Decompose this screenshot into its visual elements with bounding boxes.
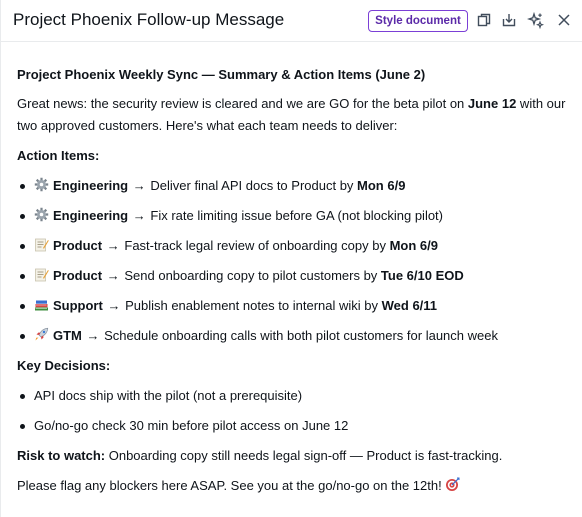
- copy-icon[interactable]: [476, 12, 492, 28]
- team-name: Product: [53, 238, 103, 253]
- arrow: →: [132, 208, 146, 223]
- gear-emoji-icon: [34, 177, 49, 192]
- arrow: →: [106, 238, 120, 253]
- risk-label: Risk to watch:: [17, 448, 106, 463]
- due-date: Wed 6/11: [381, 298, 438, 313]
- arrow: →: [106, 268, 120, 283]
- due-date: Mon 6/9: [357, 178, 406, 193]
- message-body: [17, 64, 567, 497]
- books-emoji-icon: [34, 297, 49, 312]
- task-text: Schedule onboarding calls with both pilot customers for launch week: [104, 328, 498, 343]
- closing-paragraph: [17, 475, 567, 497]
- arrow: →: [86, 328, 100, 343]
- team-name: Engineering: [53, 178, 129, 193]
- target-emoji-icon: [445, 477, 460, 492]
- team-name: GTM: [53, 328, 82, 343]
- due-date: Tue 6/10 EOD: [380, 268, 464, 283]
- memo-emoji-icon: [34, 267, 49, 282]
- action-item: [17, 175, 567, 197]
- risk-text: Onboarding copy still needs legal sign-off — Product is fast-tracking.: [105, 448, 503, 463]
- rocket-emoji-icon: [34, 327, 49, 342]
- action-item: [17, 295, 567, 317]
- gear-emoji-icon: [34, 207, 49, 222]
- team-name: Product: [53, 268, 103, 283]
- task-text: Send onboarding copy to pilot customers by: [124, 268, 381, 283]
- summary-heading: Project Phoenix Weekly Sync — Summary & Action Items (June 2): [17, 67, 426, 82]
- close-icon[interactable]: [556, 12, 572, 28]
- due-date: Mon 6/9: [389, 238, 438, 253]
- intro-text: Great news: the security review is cleared and we are GO for the beta pilot on: [17, 96, 468, 111]
- closing-text: Please flag any blockers here ASAP. See you at the go/no-go on the 12th!: [17, 478, 446, 493]
- action-item: [17, 265, 567, 287]
- action-item: [17, 235, 567, 257]
- arrow: →: [132, 178, 146, 193]
- team-name: Support: [53, 298, 103, 313]
- memo-emoji-icon: [34, 237, 49, 252]
- panel-title: Project Phoenix Follow-up Message: [13, 10, 285, 29]
- action-items-list: [17, 175, 567, 347]
- style-document-button[interactable]: Style document: [368, 10, 468, 32]
- decision-item: Go/no-go check 30 min before pilot access on June 12: [17, 415, 567, 437]
- action-item: [17, 325, 567, 347]
- task-text: Fix rate limiting issue before GA (not blocking pilot): [150, 208, 444, 223]
- task-text: Publish enablement notes to internal wiki by: [125, 298, 382, 313]
- task-text: Fast-track legal review of onboarding copy by: [124, 238, 390, 253]
- ai-sparkle-icon[interactable]: [527, 12, 543, 28]
- pilot-date: June 12: [467, 96, 517, 111]
- panel-header: [1, 0, 582, 42]
- intro-paragraph: [17, 93, 567, 137]
- decision-item: API docs ship with the pilot (not a prerequisite): [17, 385, 567, 407]
- intro-text-end: with our two approved customers. Here's what each team needs to deliver:: [17, 96, 566, 133]
- download-icon[interactable]: [501, 12, 517, 28]
- action-item: [17, 205, 567, 227]
- action-items-heading: Action Items:: [17, 148, 100, 163]
- team-name: Engineering: [53, 208, 129, 223]
- key-decisions-list: [17, 385, 567, 437]
- key-decisions-heading: Key Decisions:: [17, 358, 111, 373]
- task-text: Deliver final API docs to Product by: [150, 178, 358, 193]
- risk-paragraph: [17, 445, 567, 467]
- arrow: →: [107, 298, 121, 313]
